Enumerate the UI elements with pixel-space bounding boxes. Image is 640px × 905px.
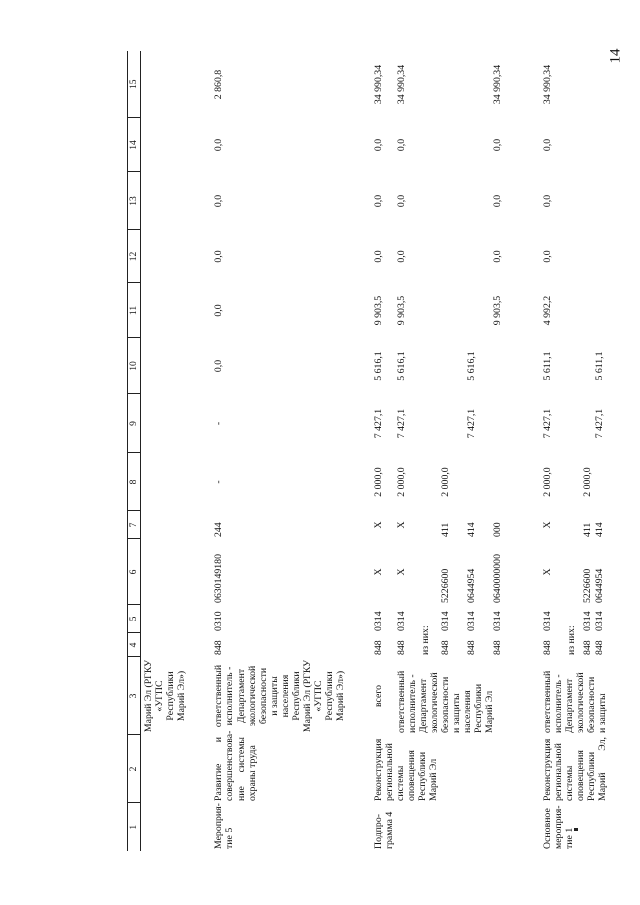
column-header: 10	[128, 338, 141, 394]
executor-cell: Марий Эл (РГКУ «УГПС Республики Марий Эл»)	[143, 659, 188, 733]
value-cell: 0,0	[213, 194, 225, 208]
column-header: 1	[128, 803, 141, 851]
program-item-cell: Подпро- грамма 4	[372, 811, 395, 849]
executor-cell: всего	[372, 684, 384, 708]
value-cell: 0,0	[372, 194, 384, 208]
of-which-label: из них:	[419, 625, 431, 655]
column-header: 8	[128, 453, 141, 511]
column-header: 4	[128, 633, 141, 657]
column-header: 9	[128, 394, 141, 453]
column-header: 12	[128, 230, 141, 283]
code-cell: Х	[372, 568, 384, 576]
program-item-cell: Мероприя- тие 5	[213, 803, 236, 849]
budget-table	[127, 51, 608, 851]
of-which-label: из них:	[565, 625, 577, 655]
value-cell: 0,0	[213, 250, 225, 263]
table-row	[371, 51, 394, 851]
value-cell: 0,0	[372, 138, 384, 152]
value-cell: 7 427,1	[372, 408, 384, 439]
value-cell: 0,0	[372, 250, 384, 263]
column-header: 5	[128, 605, 141, 633]
program-item-cell: Основное мероприя- тие 1	[541, 805, 575, 849]
value-cell: -	[213, 421, 225, 426]
column-header: 3	[128, 657, 141, 735]
value-cell: 0,0	[213, 138, 225, 152]
item-name-cell: Развитие и совершенствова- ние системы охраны труда	[213, 730, 258, 801]
executor-cell: ответственный исполнитель - Департамент экологической безопасности и защиты	[541, 670, 609, 733]
table-row	[394, 51, 516, 851]
page-number: 14	[607, 48, 624, 64]
code-cell: 848	[372, 640, 384, 655]
column-header: 7	[128, 511, 141, 539]
item-name-cell: Реконструкция региональной системы оповещения Республики Марий Эл,	[541, 737, 609, 801]
column-header: 13	[128, 172, 141, 230]
column-header: 15	[128, 51, 141, 118]
sub-lines: 848 0314 Х Х 2 000,0 7 427,1 5 611,1 4 992,2 0,0 0,0 0,0 34 990,34 из них: 848 0314 5226600 411 2 000,0 848 0314 0644954 414 7 427,1 5 611,1	[541, 64, 605, 655]
table-row	[141, 51, 188, 851]
value-cell: 34 990,34	[372, 64, 384, 105]
executor-cell: ответственный исполнитель - Департамент экологической безопасности и защиты населения Республики Марий Эл (РГКУ «УГПС Республики Марий Эл»)	[213, 659, 347, 733]
executor-cell: ответственный исполнитель - Департамент экологической безопасности и защиты населения Республики Марий Эл	[395, 670, 496, 733]
code-cell: 0630149180	[213, 554, 225, 603]
code-cell: 0314	[372, 611, 384, 631]
code-cell: Х	[372, 521, 384, 529]
code-cell: 0310	[213, 611, 225, 631]
column-header: 2	[128, 735, 141, 803]
value-cell: -	[213, 480, 225, 484]
table-row	[211, 51, 346, 851]
table-row	[540, 51, 609, 851]
column-header: 11	[128, 283, 141, 338]
value-cell: 5 616,1	[372, 351, 384, 381]
column-number-row	[128, 51, 141, 851]
value-cell: 9 903,5	[372, 295, 384, 326]
column-header: 6	[128, 539, 141, 605]
rotated-table-container	[127, 51, 627, 851]
column-header: 14	[128, 118, 141, 172]
value-cell: 0,0	[213, 359, 225, 373]
value-cell: 0,0	[213, 304, 225, 317]
value-cell: 2 860,8	[213, 69, 225, 100]
item-name-cell: Реконструкция региональной системы оповещения Республики Марий Эл	[372, 738, 439, 801]
value-cell: 2 000,0	[372, 467, 384, 497]
code-cell: 848	[213, 640, 225, 655]
code-cell: 244	[213, 522, 225, 537]
sub-lines: 848 0314 Х Х 2 000,0 7 427,1 5 616,1 9 903,5 0,0 0,0 0,0 34 990,34 из них: 848 0314 5226600 411 2 000,0 848 0314 0644954 414 7 427,1 5 616,1 848 0314 0640000000 000 9 903,5 0,0 0,0 0,0 34 990,34	[395, 64, 503, 655]
